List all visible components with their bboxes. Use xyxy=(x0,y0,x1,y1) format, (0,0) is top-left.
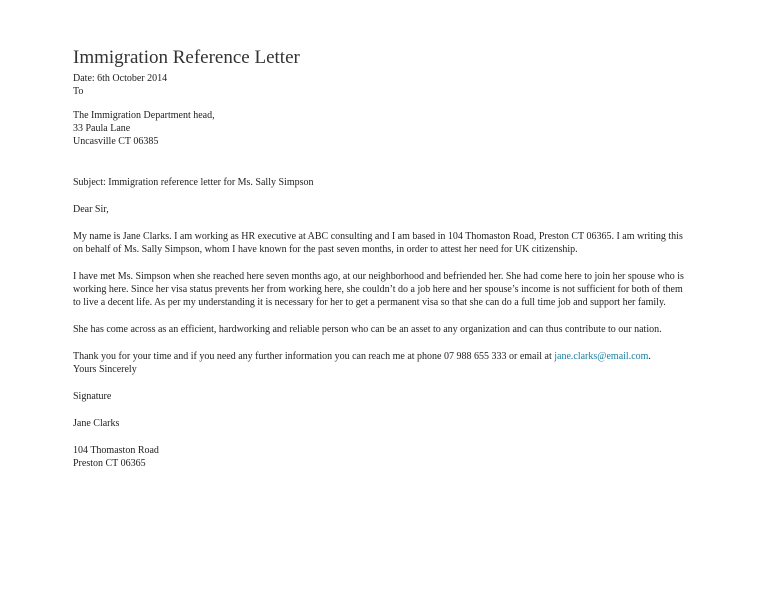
letter-body xyxy=(73,46,693,470)
recipient-line-2: 33 Paula Lane xyxy=(73,123,131,134)
recipient-line-3: Uncasville CT 06385 xyxy=(73,136,159,147)
signature: Signature xyxy=(73,391,112,402)
letter-title: Immigration Reference Letter xyxy=(73,47,300,68)
paragraph-3: She has come across as an efficient, hardworking and reliable person who can be an asset to any organization and can thus contribute to our nation. xyxy=(73,324,662,335)
letter-salutation: Dear Sir, xyxy=(73,204,109,215)
letter-date: Date: 6th October 2014 xyxy=(73,73,168,84)
paragraph-2: I have met Ms. Simpson when she reached here seven months ago, at our neighborhood and befriended her. She had come here to join her spouse who is working here. Since her visa status prevents her from working here, she couldn’t do a job here and her spouse’s income is not sufficient for both of them to live a decent life. As per my understanding it is necessary for her to get a permanent visa so that she can do a full time job and support her family. xyxy=(73,271,684,308)
letter-subject: Subject: Immigration reference letter for Ms. Sally Simpson xyxy=(73,177,314,188)
paragraph-1: My name is Jane Clarks. I am working as HR executive at ABC consulting and I am based in 104 Thomaston Road, Preston CT 06365. I am writing this on behalf of Ms. Sally Simpson, whom I have known for the past seven months, in order to attest her need for UK citizenship. xyxy=(73,231,683,255)
email-link[interactable]: jane.clarks@email.com xyxy=(554,351,649,362)
sign-off: Yours Sincerely xyxy=(73,364,137,375)
sender-name: Jane Clarks xyxy=(73,418,120,429)
closing-paragraph xyxy=(73,350,693,363)
sender-address-2: Preston CT 06365 xyxy=(73,458,146,469)
recipient-line-1: The Immigration Department head, xyxy=(73,110,215,121)
closing-text: Thank you for your time and if you need any further information you can reach me at phone 07 988 655 333 or email at xyxy=(73,351,552,362)
letter-to: To xyxy=(73,86,84,97)
sender-address-1: 104 Thomaston Road xyxy=(73,445,159,456)
email-suffix: . xyxy=(648,351,651,362)
